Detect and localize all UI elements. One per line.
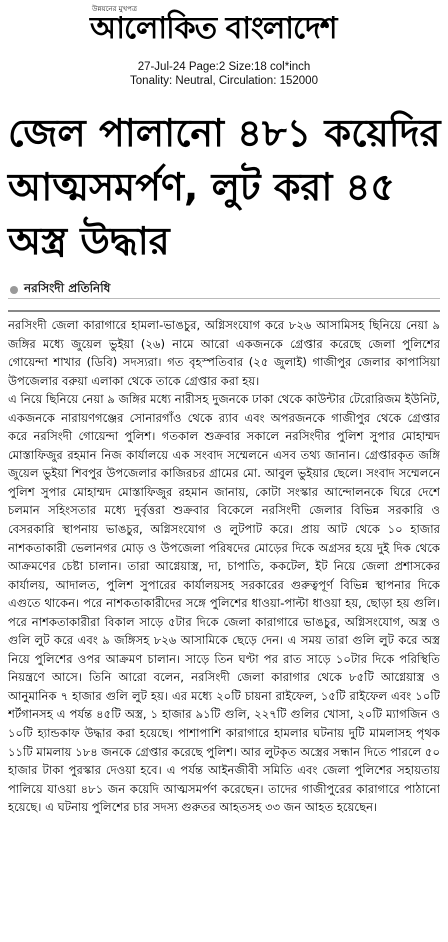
masthead-tagline: উন্নয়নের মুখপত্র	[92, 5, 138, 13]
article-paragraph: এ নিয়ে ছিনিয়ে নেয়া ৯ জঙ্গির মধ্যে নারীসহ দুজনকে ঢাকা থেকে কাউন্টার টেরোরিজম ইউনিট, একজনকে নারায়ণগঞ্জের সোনারগাঁও থেকে র‍্যাব এবং অপরজনকে গাজীপুর থেকে গ্রেপ্তার করে নরসিংদী গোয়েন্দা পুলিশ। গতকাল শুক্রবার সকালে নরসিংদীর পুলিশ সুপার মোহাম্মদ মোস্তাফিজুর রহমান নিজ কার্যালয়ে এক সংবাদ সম্মেলনে এসব তথ্য জানান। গ্রেপ্তারকৃত জঙ্গি জুয়েল ভুইয়া শিবপুর উপজেলার কাজিরচর গ্রামের মো. আবুল ভুইয়ার ছেলে। সংবাদ সম্মেলনে পুলিশ সুপার মোহাম্মদ মোস্তাফিজুর রহমান জানায়, কোটা সংস্কার আন্দোলনকে ঘিরে দেশে চলমান সহিংসতার মধ্যে দুর্বৃত্তরা শুক্রবার বিকেলে নরসিংদী জেলার বিভিন্ন সরকারি ও বেসরকারি স্থাপনায় ভাঙচুর, অগ্নিসংযোগ ও লুটপাট করে। প্রায় আট থেকে ১০ হাজার নাশকতাকারী ভেলানগর মোড় ও উপজেলা পরিষদের মোড়ের দিকে অগ্রসর হয়ে দুই দিক থেকে আক্রমণের চেষ্টা চালান। তারা আগ্নেয়াস্ত্র, দা, চাপাতি, ককটেল, ইট নিয়ে জেলা প্রশাসকের কার্যালয়, আদালত, পুলিশ সুপারের কার্যালয়সহ সরকারের গুরুত্বপূর্ণ বিভিন্ন স্থাপনার দিকে এগুতে থাকেন। পরে নাশকতাকারীদের সঙ্গে পুলিশের ধাওয়া-পাল্টা ধাওয়া হয়, ছোড়া হয় গুলি। পরে নাশকতাকারীরা বিকাল সাড়ে ৫টার দিকে জেলা কারাগারে ভাঙচুর, অগ্নিসংযোগ, অস্ত্র ও গুলি লুট করে এবং ৯ জঙ্গিসহ ৮২৬ আসামিকে ছেড়ে দেন। এ সময় তারা গুলি লুট করে অস্ত্র নিয়ে পুলিশের ওপর আক্রমণ চালান। সাড়ে তিন ঘণ্টা পর রাত সাড়ে ১০টার দিকে পরিস্থিতি নিয়ন্ত্রণে আসে। তিনি আরো বলেন, নরসিংদী জেলা কারাগার থেকে ৮৫টি আগ্নেয়াস্ত্র ও আনুমানিক ৭ হাজার গুলি লুট হয়। এর মধ্যে ২০টি চায়না রাইফেল, ১৫টি রাইফেল এবং ১০টি শর্টগানসহ এ পর্যন্ত ৪৫টি অস্ত্র, ১ হাজার ৯১টি গুলি, ২২৭টি গুলির খোসা, ২০টি ম্যাগজিন ও ১০টি হ্যান্ডকাফ উদ্ধার করা হয়েছে। পাশাপাশি কারাগারে হামলার ঘটনায় দুটি মামলাসহ পৃথক ১১টি মামলায় ১৮৪ জনকে গ্রেপ্তার করেছে পুলিশ। আর লুটকৃত অস্ত্রের সন্ধান দিতে পারলে ৫০ হাজার টাকা পুরস্কার দেওয়া হবে। এ পর্যন্ত আইনজীবী সমিতি এবং জেলা পুলিশের সহায়তায় পালিয়ে যাওয়া ৪৮১ জন কয়েদি আত্মসমর্পণ করেছেন। তাদের গাজীপুরের কারাগারে পাঠানো হয়েছে। এ ঘটনায় পুলিশের চার সদস্য গুরুতর আহতসহ ৩৩ জন আহত হয়েছেন।	[8, 392, 440, 815]
clipping-meta-tonality: Tonality: Neutral, Circulation: 152000	[130, 75, 318, 87]
article-headline: জেল পালানো ৪৮১ কয়েদির আত্মসমর্পণ, লুট করা ৪৫ অস্ত্র উদ্ধার	[8, 111, 441, 263]
clipping-meta-date-page: 27-Jul-24 Page:2 Size:18 col*inch	[137, 61, 311, 73]
byline-text: নরসিংদী প্রতিনিধি	[24, 281, 111, 295]
article-body	[8, 316, 440, 936]
masthead	[0, 0, 448, 52]
bullet-icon	[10, 286, 18, 294]
newspaper-logo: আলোকিত বাংলাদেশ	[90, 11, 337, 46]
byline	[10, 280, 110, 300]
body-divider	[8, 310, 440, 312]
article-paragraph: নরসিংদী জেলা কারাগারে হামলা-ভাঙচুর, অগ্নিসংযোগ করে ৮২৬ আসামিসহ ছিনিয়ে নেয়া ৯ জঙ্গির মধ্যে জুয়েল ভুইয়া (২৬) নামে আরো একজনকে গ্রেপ্তার করেছে জেলা পুলিশের গোয়েন্দা শাখার (ডিবি) সদস্যরা। গত বৃহস্পতিবার (২৫ জুলাই) গাজীপুর জেলার কাপাসিয়া উপজেলার বরুয়া এলাকা থেকে তাকে গ্রেপ্তার করা হয়।	[8, 318, 440, 388]
